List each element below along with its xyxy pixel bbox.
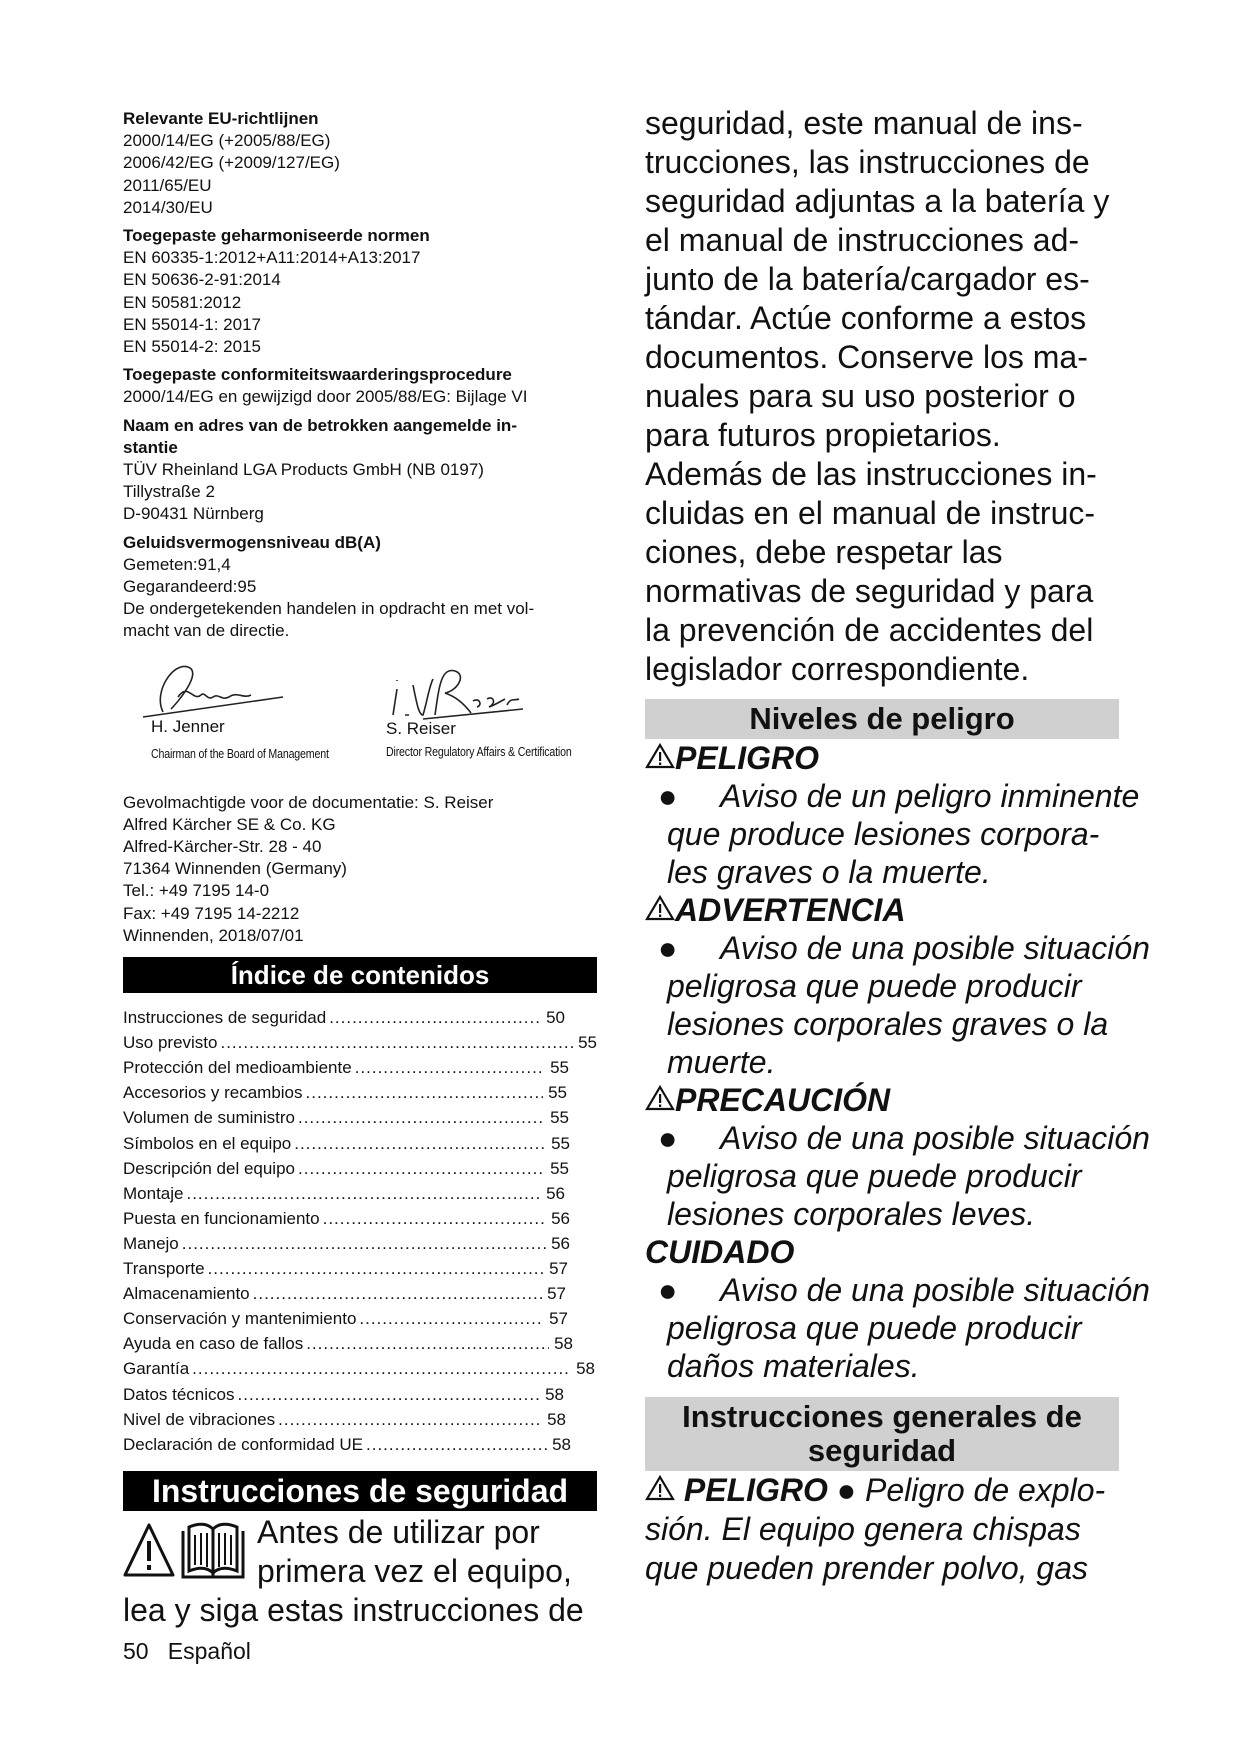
sound-line: macht van de directie. bbox=[123, 621, 290, 641]
general-safety-text: PELIGRO ● Peligro de explo- sión. El equipo genera chispas que pueden prender polvo, gas bbox=[645, 1472, 1106, 1586]
toc-label: Garantía bbox=[123, 1359, 190, 1379]
directives-heading: Relevante EU-richtlijnen bbox=[123, 109, 319, 128]
general-danger-label: PELIGRO bbox=[683, 1472, 828, 1508]
paragraph-line: junto de la batería/cargador es- bbox=[645, 261, 1090, 297]
toc-label: Manejo bbox=[123, 1233, 179, 1253]
toc-label: Declaración de conformidad UE bbox=[123, 1434, 364, 1454]
procedure-heading: Toegepaste conformiteitswaarderingsprocedure bbox=[123, 365, 512, 385]
standard-line: EN 50636-2-91:2014 bbox=[123, 270, 281, 290]
paragraph-line: trucciones, las instrucciones de bbox=[645, 144, 1090, 180]
warning-triangle-icon bbox=[125, 1525, 173, 1575]
procedure-line: 2000/14/EG en gewijzigd door 2005/88/EG: Bijlage VI bbox=[123, 387, 528, 407]
toc-entry[interactable] bbox=[123, 1231, 570, 1256]
general-safety-heading: Instrucciones generales de seguridad bbox=[645, 1397, 1119, 1471]
warning-triangle-icon bbox=[645, 895, 675, 921]
contact-line: Gevolmachtigde voor de documentatie: S. Reiser bbox=[123, 792, 494, 812]
hazard-label-cuidado: CUIDADO bbox=[645, 1234, 795, 1270]
paragraph-line: la prevención de accidentes del bbox=[645, 612, 1094, 648]
toc-entry[interactable] bbox=[123, 1156, 569, 1181]
toc-page: 55 bbox=[550, 1158, 569, 1178]
toc-page: 57 bbox=[549, 1259, 568, 1279]
toc-label: Uso previsto bbox=[123, 1033, 218, 1053]
toc-label: Protección del medioambiente bbox=[123, 1058, 352, 1078]
contact-line: Fax: +49 7195 14-2212 bbox=[123, 903, 300, 923]
paragraph-line: documentos. Conserve los ma- bbox=[645, 339, 1088, 375]
signer-name-right: S. Reiser bbox=[386, 718, 456, 738]
contact-line: Winnenden, 2018/07/01 bbox=[123, 925, 304, 945]
toc-page: 50 bbox=[546, 1008, 565, 1028]
toc-page: 56 bbox=[551, 1208, 570, 1228]
toc-entry[interactable] bbox=[123, 1005, 565, 1030]
sound-heading: Geluidsvermogensniveau dB(A) bbox=[123, 532, 381, 552]
notified-body-heading: Naam en adres van de betrokken aangemelde in- bbox=[123, 415, 517, 435]
paragraph-line: tándar. Actúe conforme a estos bbox=[645, 300, 1087, 336]
toc-page: 56 bbox=[546, 1183, 565, 1203]
toc-page: 56 bbox=[551, 1233, 570, 1253]
toc-label: Montaje bbox=[123, 1183, 184, 1203]
warning-triangle-icon bbox=[645, 1085, 675, 1111]
standard-line: EN 50581:2012 bbox=[123, 292, 242, 312]
hazard-desc-advertencia: ● Aviso de una posible situación peligrosa que puede producir lesiones corporales graves o la muerte. bbox=[658, 930, 1150, 1080]
intro-line: Antes de utilizar por bbox=[257, 1513, 540, 1550]
warning-and-manual-icons bbox=[123, 1521, 251, 1583]
left-column bbox=[123, 108, 599, 1630]
signature-reiser bbox=[383, 657, 533, 727]
notified-body-line: TÜV Rheinland LGA Products GmbH (NB 0197) bbox=[123, 460, 484, 480]
toc-label: Transporte bbox=[123, 1259, 205, 1279]
paragraph-line: legislador correspondiente. bbox=[645, 651, 1030, 687]
hazard-label-precaucion: PRECAUCIÓN bbox=[645, 1081, 1130, 1119]
notified-body-heading-cont: stantie bbox=[123, 437, 178, 457]
toc-entry[interactable] bbox=[123, 1281, 566, 1306]
paragraph-line: seguridad adjuntas a la batería y bbox=[645, 183, 1110, 219]
toc-heading: Índice de contenidos bbox=[123, 957, 597, 993]
toc-page: 57 bbox=[547, 1284, 566, 1304]
toc-page: 55 bbox=[550, 1058, 569, 1078]
signer-title-right: Director Regulatory Affairs & Certification bbox=[386, 744, 572, 759]
standards-heading: Toegepaste geharmoniseerde normen bbox=[123, 226, 430, 246]
toc-entry[interactable] bbox=[123, 1356, 595, 1381]
contact-line: Alfred-Kärcher-Str. 28 - 40 bbox=[123, 837, 322, 857]
directive-line: 2000/14/EG (+2005/88/EG) bbox=[123, 131, 331, 151]
notified-body-block bbox=[123, 415, 599, 526]
hazard-desc-peligro: ● Aviso de un peligro inminente que produce lesiones corpora- les graves o la muerte. bbox=[658, 778, 1140, 890]
toc-entry[interactable] bbox=[123, 1331, 573, 1356]
procedure-block bbox=[123, 364, 599, 408]
page-footer bbox=[123, 1638, 251, 1665]
toc-label: Símbolos en el equipo bbox=[123, 1133, 292, 1153]
hazard-label-peligro: PELIGRO bbox=[645, 739, 1130, 777]
toc-label: Volumen de suministro bbox=[123, 1108, 295, 1128]
notified-body-line: Tillystraße 2 bbox=[123, 482, 215, 502]
continued-paragraph bbox=[645, 104, 1130, 689]
toc-page: 55 bbox=[578, 1033, 597, 1053]
directives-block bbox=[123, 108, 599, 219]
notified-body-line: D-90431 Nürnberg bbox=[123, 504, 264, 524]
hazard-label-advertencia: ADVERTENCIA bbox=[645, 891, 1130, 929]
toc-entry[interactable] bbox=[123, 1055, 569, 1080]
page-number: 50 bbox=[123, 1638, 149, 1664]
table-of-contents bbox=[123, 1005, 599, 1457]
toc-entry[interactable] bbox=[123, 1181, 565, 1206]
toc-page: 55 bbox=[550, 1108, 569, 1128]
contact-block bbox=[123, 792, 599, 947]
hazard-desc-precaucion: ● Aviso de una posible situación peligrosa que puede producir lesiones corporales leves. bbox=[658, 1120, 1150, 1232]
toc-entry[interactable] bbox=[123, 1030, 597, 1055]
toc-entry[interactable] bbox=[123, 1080, 567, 1105]
signer-name-left: H. Jenner bbox=[151, 716, 225, 736]
signer-title-left: Chairman of the Board of Management bbox=[151, 746, 329, 761]
warning-triangle-icon bbox=[645, 743, 675, 769]
toc-entry[interactable] bbox=[123, 1407, 566, 1432]
paragraph-line: normativas de seguridad y para bbox=[645, 573, 1094, 609]
toc-page: 58 bbox=[547, 1409, 566, 1429]
toc-entry[interactable] bbox=[123, 1256, 568, 1281]
intro-line: primera vez el equipo, bbox=[257, 1552, 572, 1589]
sound-line: Gemeten:91,4 bbox=[123, 554, 231, 574]
toc-entry[interactable] bbox=[123, 1382, 564, 1407]
hazard-desc-cuidado: ● Aviso de una posible situación peligrosa que puede producir daños materiales. bbox=[658, 1272, 1150, 1384]
toc-label: Datos técnicos bbox=[123, 1384, 235, 1404]
toc-page: 55 bbox=[548, 1083, 567, 1103]
standard-line: EN 60335-1:2012+A11:2014+A13:2017 bbox=[123, 248, 421, 268]
paragraph-line: cluidas en el manual de instruc- bbox=[645, 495, 1096, 531]
paragraph-line: nuales para su uso posterior o bbox=[645, 378, 1076, 414]
toc-label: Conservación y mantenimiento bbox=[123, 1309, 357, 1329]
toc-page: 58 bbox=[576, 1359, 595, 1379]
toc-label: Nivel de vibraciones bbox=[123, 1409, 276, 1429]
sound-line: De ondergetekenden handelen in opdracht en met vol- bbox=[123, 599, 535, 619]
paragraph-line: para futuros propietarios. bbox=[645, 417, 1001, 453]
paragraph-line: seguridad, este manual de ins- bbox=[645, 105, 1083, 141]
toc-label: Instrucciones de seguridad bbox=[123, 1008, 327, 1028]
sound-line: Gegarandeerd:95 bbox=[123, 577, 257, 597]
toc-entry[interactable] bbox=[123, 1306, 568, 1331]
intro-line: lea y siga estas instrucciones de bbox=[123, 1591, 584, 1628]
toc-label: Descripción del equipo bbox=[123, 1158, 295, 1178]
toc-page: 58 bbox=[554, 1334, 573, 1354]
toc-page: 55 bbox=[551, 1133, 570, 1153]
read-manual-icon bbox=[183, 1524, 243, 1577]
sound-block bbox=[123, 532, 599, 643]
standard-line: EN 55014-1: 2017 bbox=[123, 314, 261, 334]
paragraph-line: ciones, debe respetar las bbox=[645, 534, 1003, 570]
contact-line: Alfred Kärcher SE & Co. KG bbox=[123, 814, 336, 834]
contact-line: Tel.: +49 7195 14-0 bbox=[123, 881, 270, 901]
hazard-levels-heading: Niveles de peligro bbox=[645, 699, 1119, 739]
directive-line: 2006/42/EG (+2009/127/EG) bbox=[123, 153, 340, 173]
toc-label: Ayuda en caso de fallos bbox=[123, 1334, 304, 1354]
directive-line: 2011/65/EU bbox=[123, 175, 212, 195]
contact-line: 71364 Winnenden (Germany) bbox=[123, 859, 347, 879]
warning-triangle-icon bbox=[645, 1475, 675, 1501]
toc-entry[interactable] bbox=[123, 1206, 570, 1231]
paragraph-line: Además de las instrucciones in- bbox=[645, 456, 1097, 492]
directive-line: 2014/30/EU bbox=[123, 197, 213, 217]
page-language: Español bbox=[167, 1638, 251, 1664]
paragraph-line: el manual de instrucciones ad- bbox=[645, 222, 1080, 258]
right-column bbox=[645, 104, 1150, 1588]
standard-line: EN 55014-2: 2015 bbox=[123, 337, 261, 357]
toc-entry[interactable] bbox=[123, 1105, 569, 1130]
toc-page: 57 bbox=[549, 1309, 568, 1329]
toc-page: 58 bbox=[552, 1434, 571, 1454]
signature-area bbox=[123, 657, 599, 792]
toc-page: 58 bbox=[545, 1384, 564, 1404]
general-bullet: ● bbox=[836, 1472, 857, 1508]
safety-heading: Instrucciones de seguridad bbox=[123, 1471, 597, 1511]
toc-entry[interactable] bbox=[123, 1432, 571, 1457]
toc-label: Puesta en funcionamiento bbox=[123, 1208, 320, 1228]
toc-label: Accesorios y recambios bbox=[123, 1083, 303, 1103]
toc-entry[interactable] bbox=[123, 1131, 570, 1156]
safety-intro bbox=[123, 1513, 599, 1630]
standards-block bbox=[123, 225, 599, 358]
toc-label: Almacenamiento bbox=[123, 1284, 250, 1304]
